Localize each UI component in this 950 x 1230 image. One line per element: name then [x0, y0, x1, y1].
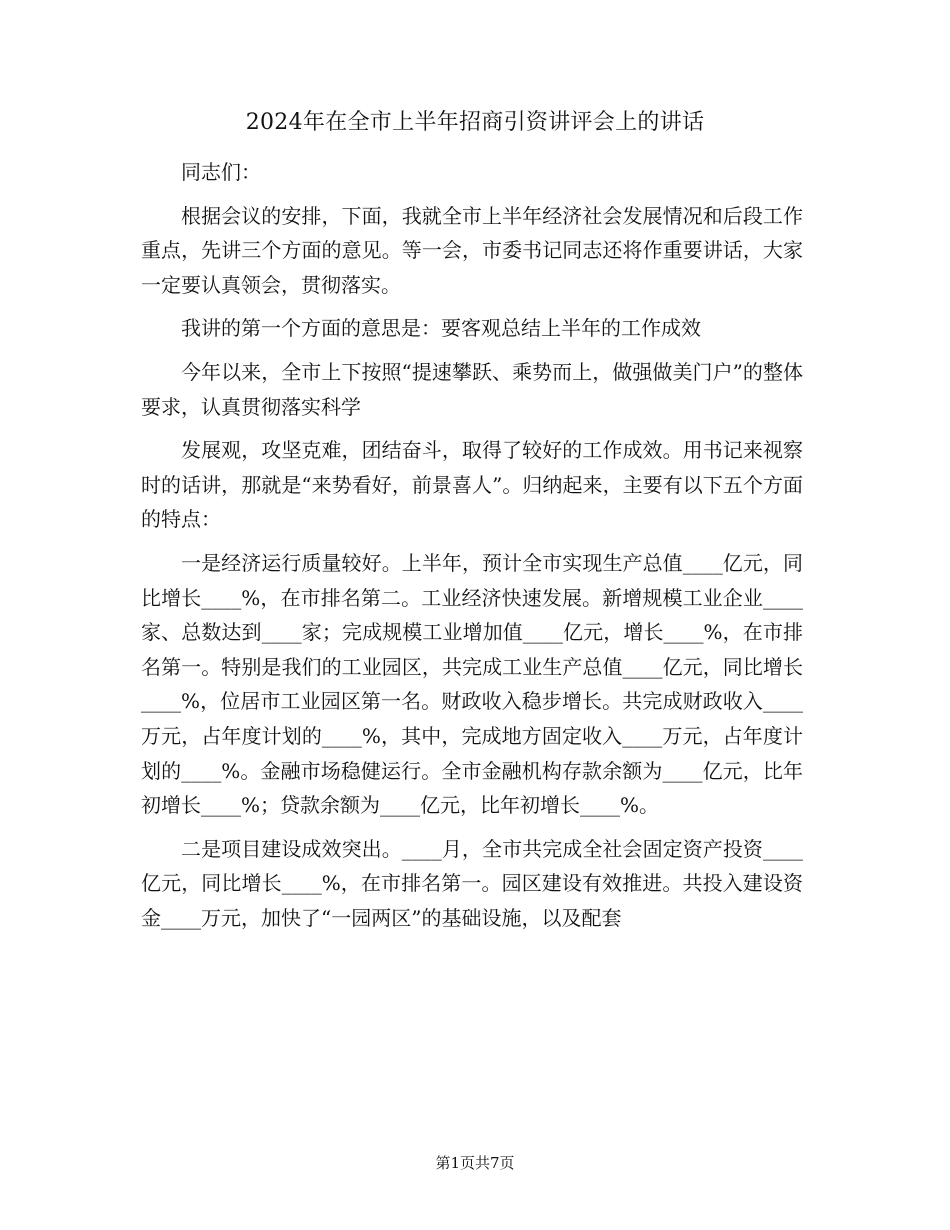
paragraph-overview-continued: 发展观，攻坚克难，团结奋斗，取得了较好的工作成效。用书记来视察时的话讲，那就是“来势看好，前景喜人”。归纳起来，主要有以下五个方面的特点： [141, 438, 803, 532]
paragraph-overview: 今年以来，全市上下按照“提速攀跃、乘势而上，做强做美门户”的整体要求，认真贯彻落实科学 [141, 359, 803, 419]
paragraph-point-one: 一是经济运行质量较好。上半年，预计全市实现生产总值____亿元，同比增长____%，在市排名第二。工业经济快速发展。新增规模工业企业____家、总数达到____家；完成规模工业增加值____亿元，增长____%，在市排名第一。特别是我们的工业园区，共完成工业生产总值____亿元，同比增长____%，位居市工业园区第一名。财政收入稳步增长。共完成财政收入____万元，占年度计划的____%，其中，完成地方固定收入____万元，占年度计划的____%。金融市场稳健运行。全市金融机构存款余额为____亿元，比年初增长____%；贷款余额为____亿元，比年初增长____%。 [141, 550, 803, 818]
document-body [141, 155, 803, 944]
paragraph-intro: 根据会议的安排，下面，我就全市上半年经济社会发展情况和后段工作重点，先讲三个方面的意见。等一会，市委书记同志还将作重要讲话，大家一定要认真领会，贯彻落实。 [141, 203, 803, 297]
page-number-footer: 第1页共7页 [435, 1154, 515, 1172]
paragraph-point-two: 二是项目建设成效突出。____月，全市共完成全社会固定资产投资____亿元，同比增长____%，在市排名第一。园区建设有效推进。共投入建设资金____万元，加快了“一园两区”的基础设施，以及配套 [141, 836, 803, 930]
document-title: 2024年在全市上半年招商引资讲评会上的讲话 [245, 110, 705, 135]
paragraph-salutation: 同志们： [181, 160, 261, 184]
paragraph-section-heading: 我讲的第一个方面的意思是：要客观总结上半年的工作成效 [181, 316, 701, 341]
